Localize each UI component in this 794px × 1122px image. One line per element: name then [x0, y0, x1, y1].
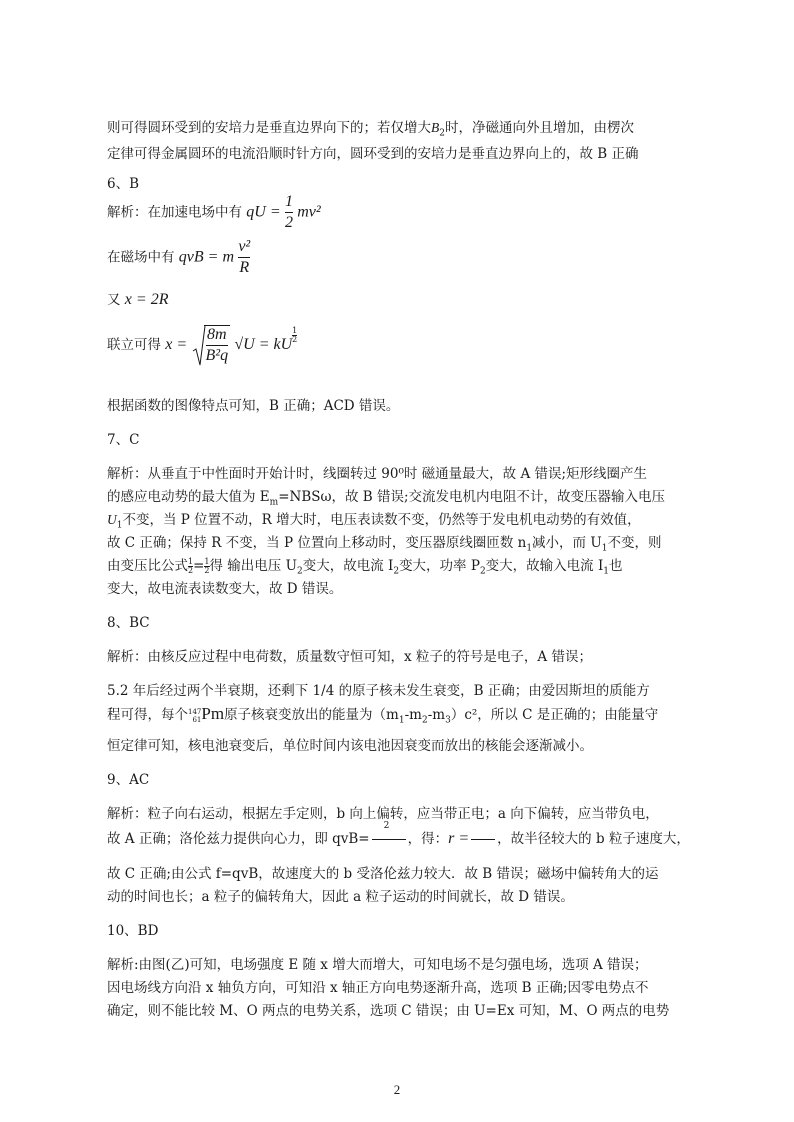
text-run: 解析：在加速电场中有 [107, 204, 242, 221]
subscript: 2 [296, 566, 303, 577]
radicand [204, 325, 231, 365]
math-text: x = 2R [124, 291, 169, 308]
text-run: 解析：由核反应过程中电荷数，质量数守恒可知，x 粒子的符号是电子，A 错误； [107, 649, 592, 665]
text-line [107, 397, 399, 415]
text-run: 减小，而 U [532, 535, 602, 551]
text-run: -m [427, 707, 446, 723]
fraction-bar [206, 345, 229, 346]
math-text: mv² [297, 203, 321, 221]
text-line [107, 119, 634, 143]
text-run: 变大，故输入电流 I [485, 558, 604, 574]
text-run: 不变，则 [607, 535, 662, 551]
text-line [107, 465, 647, 483]
numerator: 1 [188, 557, 194, 566]
question-number-8 [107, 614, 150, 632]
text-line [107, 648, 592, 666]
denominator: 2 [292, 335, 298, 344]
text-line [107, 145, 639, 163]
text-run: 变大，故电流表读数变大，故 D 错误。 [107, 581, 343, 597]
subscript: 2 [393, 566, 400, 577]
numerator: 8m [207, 326, 227, 343]
subscript: 1 [526, 543, 533, 554]
text-run: 因电场线方向沿 x 轴负方向，可知沿 x 轴正方向电势逐渐升高，选项 B 正确;因零电势点不 [107, 980, 649, 996]
mass-number: 147 [188, 707, 202, 716]
text-line [107, 737, 593, 755]
text-run: 动的时间也长；a 粒子的偏转角大，因此 a 粒子运动的时间就长，故 D 错误。 [107, 889, 574, 905]
text-line [107, 534, 661, 558]
text-line [107, 820, 690, 860]
text-run: 解析：从垂直于中性面时开始计时，线圈转过 90⁰时 磁通量最大，故 A 错误;矩形线圈产生 [107, 466, 648, 482]
text-line [107, 705, 658, 729]
equation-line [107, 291, 168, 309]
exponent-fraction [292, 327, 297, 344]
text-run: 5.2 年后经过两个半衰期，还剩下 1/4 的原子核未发生衰变，B 正确；由爱因斯坦的质能方 [107, 683, 650, 699]
equation-line [107, 325, 297, 369]
text-run: 根据函数的图像特点可知，B 正确；ACD 错误。 [107, 398, 400, 414]
subscript: 1 [601, 543, 608, 554]
text-run: B [431, 120, 440, 135]
text-run: 故 C 正确;由公式 f=qvB，故速度大的 b 受洛伦兹力较大．故 B 错误；磁场中偏转角大的运 [107, 866, 659, 882]
question-label: 10、BD [107, 923, 159, 939]
equation-line [107, 193, 321, 233]
subscript: 1 [603, 566, 610, 577]
text-run: ，得： [407, 831, 449, 847]
text-line [107, 580, 342, 598]
denominator: R [239, 259, 250, 276]
atomic-number: 61 [192, 715, 202, 724]
text-line [107, 979, 648, 997]
math-text: r = [448, 830, 470, 847]
equation-line [107, 238, 250, 278]
text-run: 在磁场中有 [107, 249, 175, 266]
text-run: 解析：粒子向右运动，根据左手定则，b 向上偏转，应当带正电；a 向下偏转，应当带负电， [107, 806, 659, 822]
subscript: 3 [445, 715, 451, 726]
text-run: 定律可得金属圆环的电流沿顺时针方向，圆环受到的安培力是垂直边界向上的，故 B 正确 [107, 146, 639, 162]
text-line [107, 1002, 669, 1020]
text-run: 解析:由图(乙)可知，电场强度 E 随 x 增大而增大，可知电场不是匀强电场，选项 A 错误； [107, 957, 648, 973]
text-run: 故 A 正确；洛伦兹力提供向心力，即 qvB= [107, 831, 370, 847]
denominator: 2 [284, 214, 293, 231]
text-run: 的感应电动势的最大值为 E [107, 489, 270, 505]
denominator: 2 [188, 566, 194, 575]
question-label: 9、AC [107, 772, 150, 788]
subscript: m [269, 497, 279, 508]
text-run: =NBSω，故 B 错误;交流发电机内电阻不计，故变压器输入电压 [278, 489, 666, 505]
text-line [107, 888, 574, 906]
fraction [206, 326, 229, 365]
text-line [107, 557, 623, 581]
numerator: 2 [383, 820, 390, 831]
fraction-bar [372, 839, 406, 840]
math-text: qvB = m [178, 248, 235, 266]
subscript: 2 [439, 128, 445, 139]
math-text: qU = [246, 203, 281, 221]
text-run: 时，净磁通向外且增加，由楞次 [444, 120, 634, 136]
question-label: 6、B [107, 176, 140, 192]
text-run: 程可得，每个 [107, 707, 188, 723]
text-run: 确定，则不能比较 M、O 两点的电势关系，选项 C 错误；由 U=Ex 可知，M、O 两点的电势 [107, 1003, 670, 1019]
fraction-bar [471, 839, 495, 840]
text-run: 恒定律可知，核电池衰变后，单位时间内该电池因衰变而放出的核能会逐渐减小。 [107, 738, 593, 754]
text-run: 不变，当 P 位置不动，R 增大时，电压表读数不变，仍然等于发电机电动势的有效值， [122, 512, 641, 528]
math-text: √U = kU [234, 336, 293, 353]
subscript: 1 [116, 520, 123, 531]
fraction-placeholder [469, 831, 497, 849]
text-run: 原子核衰变放出的能量为（m [224, 707, 399, 723]
question-number-10 [107, 922, 158, 940]
text-run: 由变压比公式 [107, 558, 188, 574]
text-run: 变大，功率 P [399, 558, 480, 574]
text-line [107, 488, 665, 512]
text-run: 故 C 正确；保持 R 不变，当 P 位置向上移动时，变压器原线圈匝数 n [107, 535, 527, 551]
element-symbol: Pm [201, 704, 225, 723]
radical-sign-icon [192, 325, 206, 367]
text-run: 得 输出电压 U [209, 558, 297, 574]
subscript: 2 [479, 566, 486, 577]
page-number: 2 [393, 1082, 401, 1097]
fraction-placeholder [370, 820, 408, 849]
question-number-9 [107, 771, 149, 789]
text-run: 也 [609, 558, 623, 574]
denominator: 2 [204, 566, 210, 575]
text-run: -m [404, 707, 422, 723]
numerator: 1 [292, 326, 298, 335]
text-run: 又 [107, 292, 121, 308]
subscript: 2 [421, 715, 428, 726]
text-run: ）c²，所以 C 是正确的；由能量守 [450, 707, 659, 723]
subscript: 1 [398, 715, 405, 726]
denominator: B²q [205, 347, 229, 364]
fraction-bar [285, 212, 293, 213]
text-line [107, 865, 658, 883]
text-run: ，故半径较大的 b 粒子速度大， [497, 831, 690, 847]
numerator: v² [238, 238, 251, 255]
fraction-bar [238, 257, 250, 258]
numerator: 1 [284, 193, 293, 210]
square-root [192, 325, 231, 365]
question-number-7 [107, 431, 139, 449]
text-run: 联立可得 [107, 337, 161, 353]
nuclide-numbers [188, 708, 201, 724]
fraction [238, 238, 250, 277]
text-run: 变大，故电流 I [302, 558, 394, 574]
question-label: 7、C [107, 432, 140, 448]
text-line [107, 511, 641, 535]
question-number-6 [107, 175, 139, 193]
text-line [107, 682, 650, 700]
question-label: 8、BC [107, 615, 150, 631]
numerator: 1 [204, 557, 210, 566]
math-text: = [193, 558, 205, 574]
fraction [285, 193, 293, 232]
text-run: 则可得圆环受到的安培力是垂直边界向下的；若仅增大 [107, 120, 431, 136]
text-line [107, 956, 648, 974]
math-text: x = [165, 336, 188, 353]
text-run: U [107, 512, 117, 527]
